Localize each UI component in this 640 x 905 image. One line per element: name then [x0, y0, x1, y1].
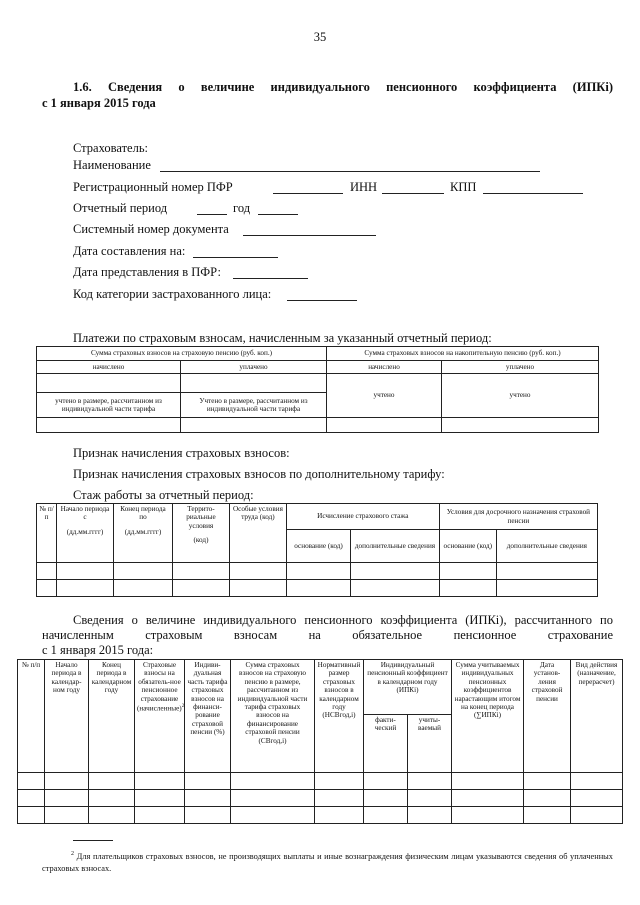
date-compiled-field[interactable]	[193, 257, 278, 258]
exp-cell[interactable]	[173, 580, 230, 597]
ipk-col-no: № п/п	[18, 660, 45, 773]
payments-cell[interactable]	[37, 374, 181, 393]
exp-col-end-fmt: (дд.мм.гггг)	[124, 527, 162, 536]
ipk-cell[interactable]	[452, 807, 524, 824]
exp-cell[interactable]	[229, 563, 286, 580]
ipk-paragraph-line1: Сведения о величине индивидуального пенсионного коэффициента (ИПКi), рассчитанного по	[73, 613, 613, 627]
category-label: Код категории застрахованного лица:	[73, 287, 272, 301]
exp-calc-basis: основание (код)	[286, 530, 350, 563]
ipk-cell[interactable]	[89, 790, 135, 807]
exp-col-end: Конец периода по	[120, 505, 166, 522]
exp-cell[interactable]	[496, 563, 597, 580]
ipk-paragraph-line2: начисленным страховым взносам на обязательное пенсионное страхование	[42, 628, 613, 642]
exp-col-terr: Террито-риальные условия	[186, 505, 216, 530]
ipk-cell[interactable]	[571, 807, 623, 824]
ipk-cell[interactable]	[185, 790, 231, 807]
ipk-cell[interactable]	[231, 807, 315, 824]
reg-number-label: Регистрационный номер ПФР	[73, 180, 233, 194]
ipk-cell[interactable]	[231, 790, 315, 807]
paid-header-2: уплачено	[442, 361, 599, 374]
period-field[interactable]	[197, 214, 227, 215]
ipk-col-cumulative: Сумма учитываемых индивидуальных пенсионных коэффициентов нарастающим итогом на конец периода (∑ИПКi)	[452, 660, 524, 773]
payments-cell[interactable]	[181, 374, 327, 393]
reg-number-field[interactable]	[273, 193, 343, 194]
ipk-cell[interactable]	[315, 807, 364, 824]
ipk-cell[interactable]	[315, 790, 364, 807]
payments-cell[interactable]	[181, 418, 327, 433]
date-submitted-label: Дата представления в ПФР:	[73, 265, 222, 279]
payments-cell-individual: учтено в размере, рассчитанном из индивидуальной части тарифа	[37, 393, 181, 418]
additional-sign-label: Признак начисления страховых взносов по дополнительному тарифу:	[73, 467, 445, 481]
ipk-col-end: Конец периода в календарном году	[89, 660, 135, 773]
kpp-field[interactable]	[483, 193, 583, 194]
payments-cell[interactable]	[37, 418, 181, 433]
ipk-cell[interactable]	[135, 790, 185, 807]
ipk-cell[interactable]	[524, 807, 571, 824]
insurer-label: Страхователь:	[73, 141, 148, 155]
ipk-cell[interactable]	[45, 773, 89, 790]
ipk-cell[interactable]	[18, 773, 45, 790]
section-title: 1.6. Сведения о величине индивидуального пенсионного коэффициента (ИПКi)	[73, 80, 613, 94]
accrued-header-2: начислено	[327, 361, 442, 374]
ipk-table	[17, 659, 623, 824]
ipk-cell[interactable]	[89, 807, 135, 824]
name-label: Наименование	[73, 158, 151, 172]
exp-col-calc: Исчисление страхового стажа	[286, 504, 439, 530]
ipk-cell[interactable]	[231, 773, 315, 790]
exp-col-start: Начало периода с	[60, 505, 110, 522]
exp-col-start-fmt: (дд.мм.гггг)	[66, 527, 104, 536]
page-number: 35	[313, 30, 327, 44]
ipk-cell[interactable]	[571, 790, 623, 807]
category-field[interactable]	[287, 300, 357, 301]
ipk-cell[interactable]	[45, 790, 89, 807]
ipk-cell[interactable]	[185, 807, 231, 824]
ipk-cell[interactable]	[571, 773, 623, 790]
exp-cell[interactable]	[57, 563, 114, 580]
section-title-line2: с 1 января 2015 года	[42, 96, 156, 110]
exp-early-info: дополнительные сведения	[496, 530, 597, 563]
date-submitted-field[interactable]	[233, 278, 308, 279]
ipk-col-accounted: учиты-ваемый	[408, 715, 452, 773]
exp-cell[interactable]	[286, 580, 350, 597]
exp-cell[interactable]	[113, 563, 172, 580]
footnote-divider	[73, 840, 113, 841]
ipk-cell[interactable]	[524, 773, 571, 790]
exp-col-terr-code: (код)	[193, 536, 209, 545]
ipk-cell[interactable]	[364, 807, 408, 824]
exp-cell[interactable]	[229, 580, 286, 597]
payments-cell[interactable]	[327, 418, 442, 433]
footnote-text: Для плательщиков страховых взносов, не производящих выплаты и иные вознаграждения физическим лицам указываются сведения об уплаченных страховых взносах.	[42, 851, 613, 873]
ipk-cell[interactable]	[364, 773, 408, 790]
ipk-col-contrib: Страховые взносы на обязатель-ное пенсионное страхование (начисленные)	[137, 661, 182, 713]
exp-cell[interactable]	[113, 580, 172, 597]
inn-field[interactable]	[382, 193, 444, 194]
period-label: Отчетный период	[73, 201, 168, 215]
ipk-col-sv-sum: Сумма страховых взносов на страховую пенсию в размере, рассчитанном из индивидуальной части тарифа страховых взносов на финансирование страховой пенсии (СВгод,i)	[231, 660, 315, 773]
doc-number-field[interactable]	[243, 235, 376, 236]
accrued-header: начислено	[37, 361, 181, 374]
ipk-cell[interactable]	[524, 790, 571, 807]
ipk-cell[interactable]	[452, 790, 524, 807]
exp-cell[interactable]	[439, 563, 496, 580]
exp-col-early: Условия для досрочного назначения страховой пенсии	[439, 504, 597, 530]
payments-cell-individual-2: Учтено в размере, рассчитанном из индивидуальной части тарифа	[181, 393, 327, 418]
ipk-col-start: Начало периода в календар-ном году	[45, 660, 89, 773]
year-field[interactable]	[258, 214, 298, 215]
ipk-cell[interactable]	[408, 807, 452, 824]
payments-cell-accounted: учтено	[327, 374, 442, 418]
exp-cell[interactable]	[439, 580, 496, 597]
payments-heading: Платежи по страховым взносам, начисленным за указанный отчетный период:	[73, 331, 492, 345]
ipk-cell[interactable]	[315, 773, 364, 790]
accrual-sign-label: Признак начисления страховых взносов:	[73, 446, 290, 460]
exp-cell[interactable]	[37, 563, 57, 580]
ipk-cell[interactable]	[452, 773, 524, 790]
ipk-cell[interactable]	[18, 807, 45, 824]
ipk-col-actual: факти-ческий	[364, 715, 408, 773]
exp-col-no: № п/п	[37, 504, 57, 563]
ipk-cell[interactable]	[408, 790, 452, 807]
ipk-cell[interactable]	[135, 773, 185, 790]
exp-cell[interactable]	[173, 563, 230, 580]
name-field[interactable]	[160, 171, 540, 172]
ipk-cell[interactable]	[135, 807, 185, 824]
exp-cell[interactable]	[57, 580, 114, 597]
payments-cell-accounted-2: учтено	[442, 374, 599, 418]
exp-cell[interactable]	[351, 580, 440, 597]
footnote-ref: 2	[181, 704, 185, 710]
ipk-cell[interactable]	[185, 773, 231, 790]
ipk-col-action: Вид действия (назначение, перерасчет)	[571, 660, 623, 773]
exp-cell[interactable]	[37, 580, 57, 597]
exp-calc-info: дополнительные сведения	[351, 530, 440, 563]
doc-number-label: Системный номер документа	[73, 222, 229, 236]
exp-early-basis: основание (код)	[439, 530, 496, 563]
footnote	[42, 848, 613, 875]
ipk-col-date: Дата установ-ления страховой пенсии	[524, 660, 571, 773]
ipk-cell[interactable]	[45, 807, 89, 824]
ipk-cell[interactable]	[364, 790, 408, 807]
exp-col-special: Особые условия труда (код)	[229, 504, 286, 563]
ipk-cell[interactable]	[18, 790, 45, 807]
ipk-col-individual-part: Индиви-дуальная часть тарифа страховых взносов на финанси-рование страховой пенсии (%)	[185, 660, 231, 773]
year-label: год	[233, 201, 251, 215]
ipk-col-coef: Индивидуальный пенсионный коэффициент в календарном году (ИПКi)	[364, 660, 452, 715]
footnote-number: 2	[71, 851, 74, 857]
exp-cell[interactable]	[351, 563, 440, 580]
payments-cell[interactable]	[442, 418, 599, 433]
exp-cell[interactable]	[286, 563, 350, 580]
date-compiled-label: Дата составления на:	[73, 244, 186, 258]
ipk-cell[interactable]	[89, 773, 135, 790]
ipk-paragraph-line3: с 1 января 2015 года:	[42, 643, 154, 657]
exp-cell[interactable]	[496, 580, 597, 597]
col-pension: Сумма страховых взносов на страховую пенсию (руб. коп.)	[37, 347, 327, 361]
experience-label: Стаж работы за отчетный период:	[73, 488, 254, 502]
ipk-col-norm: Нормативный размер страховых взносов в календарном году (НСВгод,i)	[315, 660, 364, 773]
ipk-cell[interactable]	[408, 773, 452, 790]
experience-table	[36, 503, 598, 597]
kpp-label: КПП	[450, 180, 477, 194]
paid-header: уплачено	[181, 361, 327, 374]
inn-label: ИНН	[350, 180, 378, 194]
payments-table	[36, 346, 599, 433]
col-funded: Сумма страховых взносов на накопительную пенсию (руб. коп.)	[327, 347, 599, 361]
